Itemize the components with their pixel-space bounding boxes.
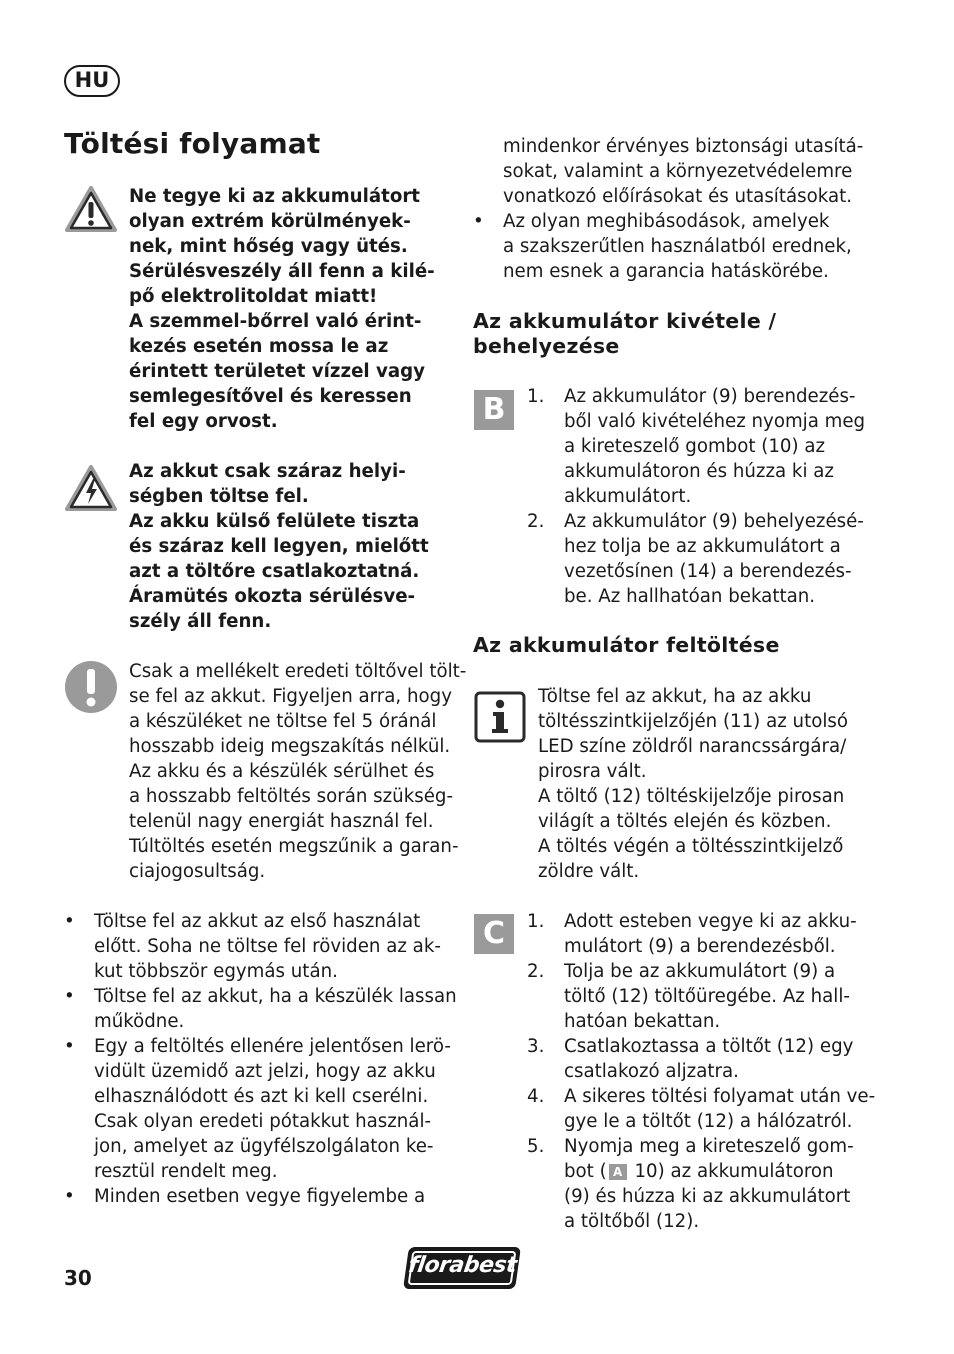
- brand-logo-text: florabest: [406, 1253, 518, 1278]
- list-item: 5. Nyomja meg a kireteszelő gom- bot ( A 10) az akkumulátoron (9) és húzza ki az akkumulátort a töltőből (12).: [474, 1134, 884, 1234]
- warning-1-text: Ne tegye ki az akkumulátort olyan extrém körülmények- nek, mint hőség vagy ütés. Sérülésveszély áll fenn a kilé- pő elektrolitoldat miatt! A szemmel-bőrrel való érint- kezés esetén mossa le az érintett területet vízzel vagy semlegesítővel és keressen fel egy orvost.: [129, 186, 435, 432]
- list-item: • Töltse fel az akkut az első használat előtt. Soha ne töltse fel röviden az ak- kut többször egymás után.: [64, 911, 441, 982]
- page-number: 30: [64, 1266, 92, 1290]
- list-item: 1. Adott esteben vegye ki az akku- mulátort (9) a berendezésből.: [527, 911, 857, 957]
- list-item: 3. Csatlakoztassa a töltőt (12) egy csatlakozó aljzatra.: [527, 1036, 854, 1082]
- electric-warning-icon: [64, 464, 118, 512]
- list-item: • Az olyan meghibásodások, amelyek a szakszerűtlen használatból erednek, nem esnek a garancia hatáskörébe.: [473, 211, 852, 282]
- exclamation-circle-icon: [64, 660, 118, 714]
- brand-logo: [403, 1247, 521, 1289]
- list-item: 2. Tolja be az akkumulátort (9) a töltő (12) töltőüregébe. Az hall- hatóan bekattan.: [527, 961, 850, 1032]
- figure-c-label: C: [474, 914, 514, 954]
- section-charge-heading: Az akkumulátor feltöltése: [473, 633, 780, 657]
- section-b-heading: Az akkumulátor kivétele / behelyezése: [473, 309, 777, 358]
- figure-a-ref: A: [609, 1164, 627, 1180]
- step-5-line-2: bot ( A 10) az akkumulátoron: [564, 1161, 834, 1182]
- right-bullet-list: [473, 209, 883, 284]
- warning-2-text: Az akkut csak száraz helyi- ségben töltse fel. Az akku külső felülete tiszta és száraz kell legyen, mielőtt azt a töltőre csatlakoztatná. Áramütés okozta sérülésve- szély áll fenn.: [129, 461, 429, 632]
- warning-triangle-icon: [64, 185, 118, 233]
- list-item: • Minden esetben vegye figyelembe a: [64, 1186, 426, 1207]
- info-icon: [474, 691, 526, 743]
- list-item: 4. A sikeres töltési folyamat után ve- gye le a töltőt (12) a hálózatról.: [527, 1086, 876, 1132]
- info-text: Töltse fel az akkut, ha az akku töltésszintkijelzőjén (11) az utolsó LED színe zöldről narancssárgára/ pirosra vált. A töltő (12) töltéskijelzője pirosan világít a töltés elején és közben. A töltés végén a töltésszintkijelző zöldre vált.: [538, 686, 848, 882]
- section-b-steps: [474, 384, 884, 609]
- list-item: • Egy a feltöltés ellenére jelentősen lerö- vidült üzemidő azt jelzi, hogy az akku elhasználódott és azt ki kell cserélni. Csak olyan eredeti pótakkut használ- jon, amelyet az ügyfélszolgálaton ke- resztül rendelt meg.: [64, 1036, 451, 1182]
- language-badge: HU: [64, 65, 120, 97]
- list-item: 2. Az akkumulátor (9) behelyezésé- hez tolja be az akkumulátort a vezetősínen (14) a berendezés- be. Az hallhatóan bekattan.: [527, 511, 864, 607]
- list-item: 1. Az akkumulátor (9) berendezés- ből való kivételéhez nyomja meg a kireteszelő gombot (10) az akkumulátoron és húzza ki az akkumulátort.: [527, 386, 866, 507]
- list-item: • Töltse fel az akkut, ha a készülék lassan működne.: [64, 986, 457, 1032]
- right-continuation-text: mindenkor érvényes biztonsági utasítá- sokat, valamint a környezetvédelemre vonatkozó előírásokat és utasításokat.: [503, 136, 864, 207]
- figure-b-label: B: [474, 390, 514, 430]
- note-text: Csak a mellékelt eredeti töltővel tölt- se fel az akkut. Figyeljen arra, hogy a készüléket ne töltse fel 5 óránál hosszabb ideig megszakítás nélkül. Az akku és a készülék sérülhet és a hosszabb feltöltés során szükség- telenül nagy energiát használ fel. Túltöltés esetén megszűnik a garan- ciajogosultság.: [129, 661, 467, 882]
- section-c-steps: [474, 909, 884, 1234]
- page-title: Töltési folyamat: [64, 127, 321, 160]
- left-bullet-list: [64, 909, 464, 1209]
